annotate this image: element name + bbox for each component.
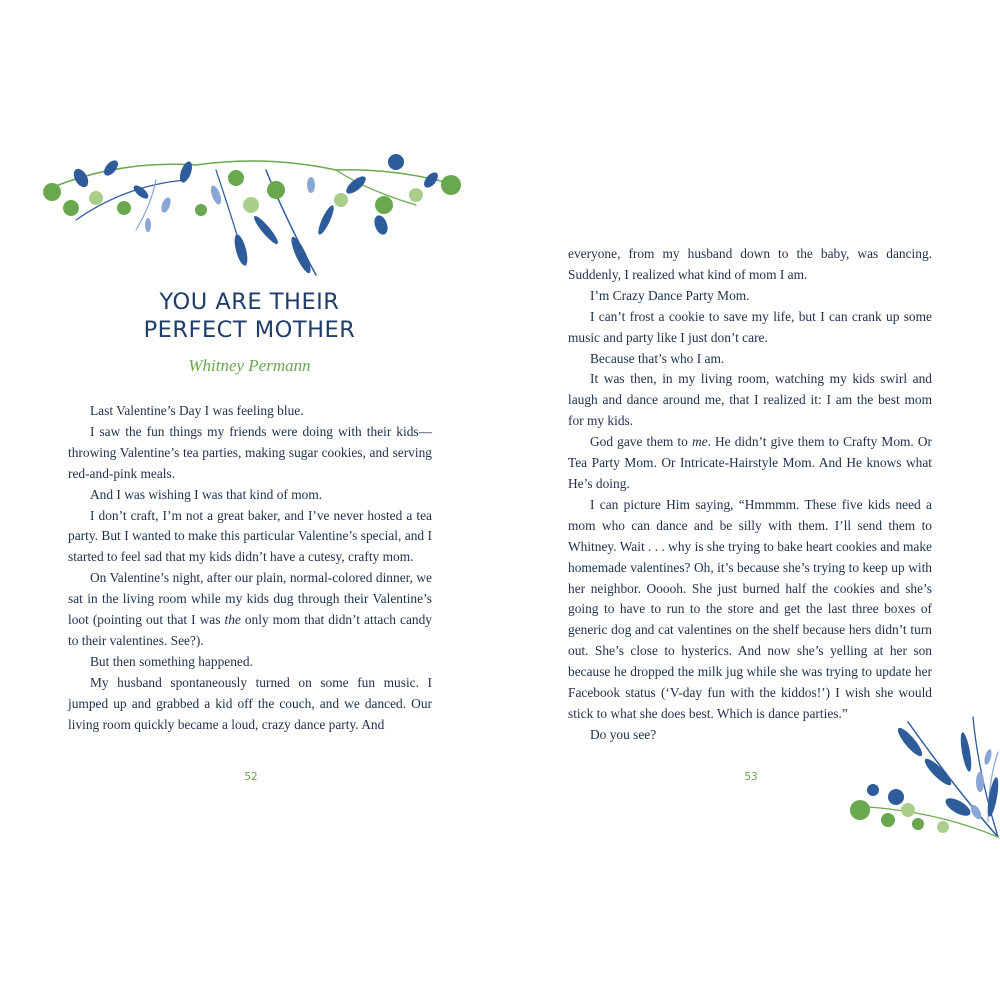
paragraph: And I was wishing I was that kind of mom. <box>90 486 323 502</box>
left-body-text <box>68 401 432 736</box>
foliage-top-icon <box>36 150 466 285</box>
author-name: Whitney Permann <box>188 356 311 375</box>
paragraph: I’m Crazy Dance Party Mom. <box>590 287 750 303</box>
title-line-2: PERFECT MOTHER <box>143 317 356 343</box>
title-line-1: YOU ARE THEIR <box>159 289 340 315</box>
paragraph: I can picture Him saying, “Hmmmm. These five kids need a mom who can dance and be silly with them. I’ll send them to Whitney. Wait . . . why is she trying to bake heart cookies and make homemade valentines? Oh, it’s because she’s trying to keep up with her neighbor. Ooooh. She just burned half the cookies and she’s going to have to run to the store and get the last three boxes of generic dog and cat valentines on the shelf because hers didn’t turn out. She’s close to hysterics. And now she’s yelling at her son because he dropped the milk jug while she was trying to update her Facebook status (‘V-day fun with the kiddos!’) I wish she would stick to what she does best. Which is dance parties.” <box>568 496 932 721</box>
paragraph: God gave them to me. He didn’t give them to Crafty Mom. Or Tea Party Mom. Or Intricate-Hairstyle Mom. And He knows what He’s doing. <box>568 434 933 491</box>
page-number-right: 53 <box>744 771 758 783</box>
paragraph: I can’t frost a cookie to save my life, but I can crank up some music and party like I just don’t care. <box>568 308 932 345</box>
paragraph: It was then, in my living room, watching my kids swirl and laugh and dance around me, that I realized it: I am the best mom for my kids. <box>568 371 932 429</box>
emphasis: me <box>691 434 708 450</box>
paragraph: Last Valentine’s Day I was feeling blue. <box>90 403 304 418</box>
emphasis: the <box>224 612 241 628</box>
paragraph: But then something happened. <box>90 653 253 669</box>
paragraph: On Valentine’s night, after our plain, normal-colored dinner, we sat in the living room while my kids dug through their Valentine’s loot (pointing out that I was the only mom that didn’t attach candy to their valentines. See?). <box>68 570 432 648</box>
paragraph: Do you see? <box>590 726 657 742</box>
paragraph: I saw the fun things my friends were doing with their kids—throwing Valentine’s tea parties, making sugar cookies, and serving red-and-pink meals. <box>68 423 432 481</box>
page-number-left: 52 <box>244 771 258 783</box>
chapter-title <box>62 288 437 344</box>
foliage-corner-icon <box>848 712 1000 840</box>
paragraph: My husband spontaneously turned on some fun music. I jumped up and grabbed a kid off the couch, and we danced. Our living room quickly became a loud, crazy dance party. And <box>68 674 432 732</box>
right-body-text <box>568 244 932 746</box>
paragraph: Because that’s who I am. <box>590 350 725 366</box>
paragraph: I don’t craft, I’m not a great baker, and I’ve never hosted a tea party. But I wanted to make this particular Valentine’s special, and I started to feel sad that my kids didn’t have a cutesy, crafty mom. <box>68 507 432 565</box>
paragraph: everyone, from my husband down to the baby, was dancing. Suddenly, I realized what kind of mom I am. <box>568 246 932 282</box>
